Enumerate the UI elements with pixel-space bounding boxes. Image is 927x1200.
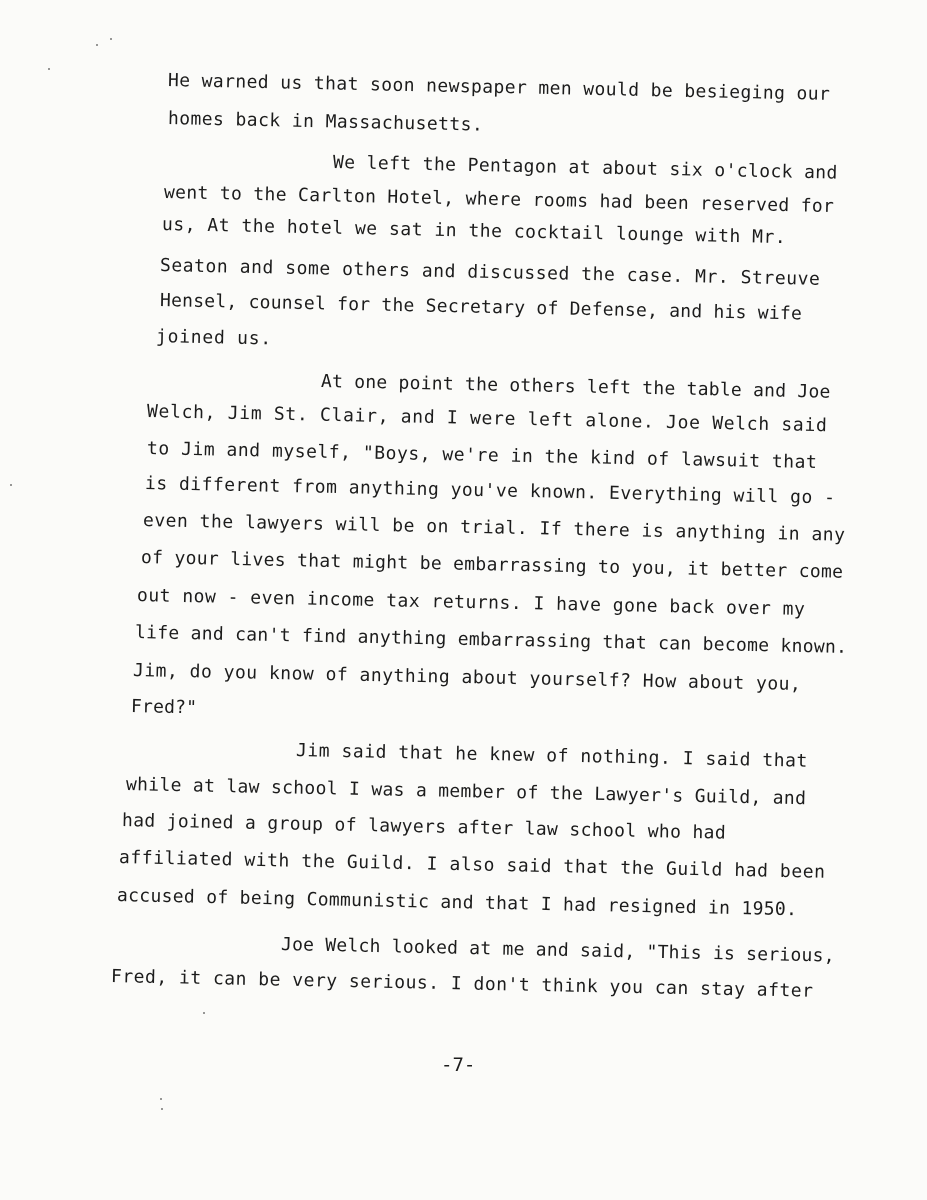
- scan-speck: [203, 1012, 205, 1014]
- text-line-1: He warned us that soon newspaper men would be besieging our: [167, 70, 831, 105]
- text-line-10: Welch, Jim St. Clair, and I were left alone. Joe Welch said: [146, 401, 828, 437]
- text-line-2: homes back in Massachusetts.: [167, 108, 484, 136]
- text-line-11: to Jim and myself, "Boys, we're in the kind of lawsuit that: [146, 438, 818, 474]
- text-line-6: Seaton and some others and discussed the case. Mr. Streuve: [159, 255, 821, 290]
- text-line-23: accused of being Communistic and that I had resigned in 1950.: [116, 885, 798, 921]
- scan-speck: [161, 1108, 163, 1110]
- text-line-9: At one point the others left the table and Joe: [320, 371, 831, 403]
- text-line-17: Jim, do you know of anything about yourself? How about you,: [132, 660, 802, 695]
- text-line-4: went to the Carlton Hotel, where rooms had been reserved for: [163, 182, 835, 218]
- text-line-21: had joined a group of lawyers after law school who had: [121, 810, 727, 844]
- scan-speck: [110, 38, 112, 40]
- text-line-3: We left the Pentagon at about six o'clock and: [332, 152, 838, 184]
- text-line-12: is different from anything you've known. Everything will go -: [144, 473, 836, 509]
- text-line-16: life and can't find anything embarrassing that can become known.: [134, 622, 848, 658]
- scan-speck: [160, 1098, 162, 1100]
- page-number: -7-: [441, 1054, 476, 1076]
- text-line-5: us, At the hotel we sat in the cocktail lounge with Mr.: [161, 214, 787, 249]
- text-line-8: joined us.: [155, 326, 273, 350]
- text-line-7: Hensel, counsel for the Secretary of Defense, and his wife: [159, 290, 803, 325]
- scan-speck: [48, 68, 50, 70]
- text-line-18: Fred?": [130, 696, 198, 719]
- text-line-19: Jim said that he knew of nothing. I said that: [295, 740, 809, 772]
- text-line-15: out now - even income tax returns. I have gone back over my: [136, 585, 806, 620]
- text-line-25: Fred, it can be very serious. I don't think you can stay after: [110, 966, 814, 1002]
- text-line-22: affiliated with the Guild. I also said that the Guild had been: [118, 847, 826, 883]
- text-line-14: of your lives that might be embarrassing to you, it better come: [140, 547, 844, 583]
- scan-speck: [96, 44, 98, 46]
- text-line-24: Joe Welch looked at me and said, "This is serious,: [280, 934, 835, 967]
- text-line-13: even the lawyers will be on trial. If there is anything in any: [142, 510, 846, 546]
- scan-speck: [10, 484, 12, 486]
- text-line-20: while at law school I was a member of the Lawyer's Guild, and: [125, 774, 807, 810]
